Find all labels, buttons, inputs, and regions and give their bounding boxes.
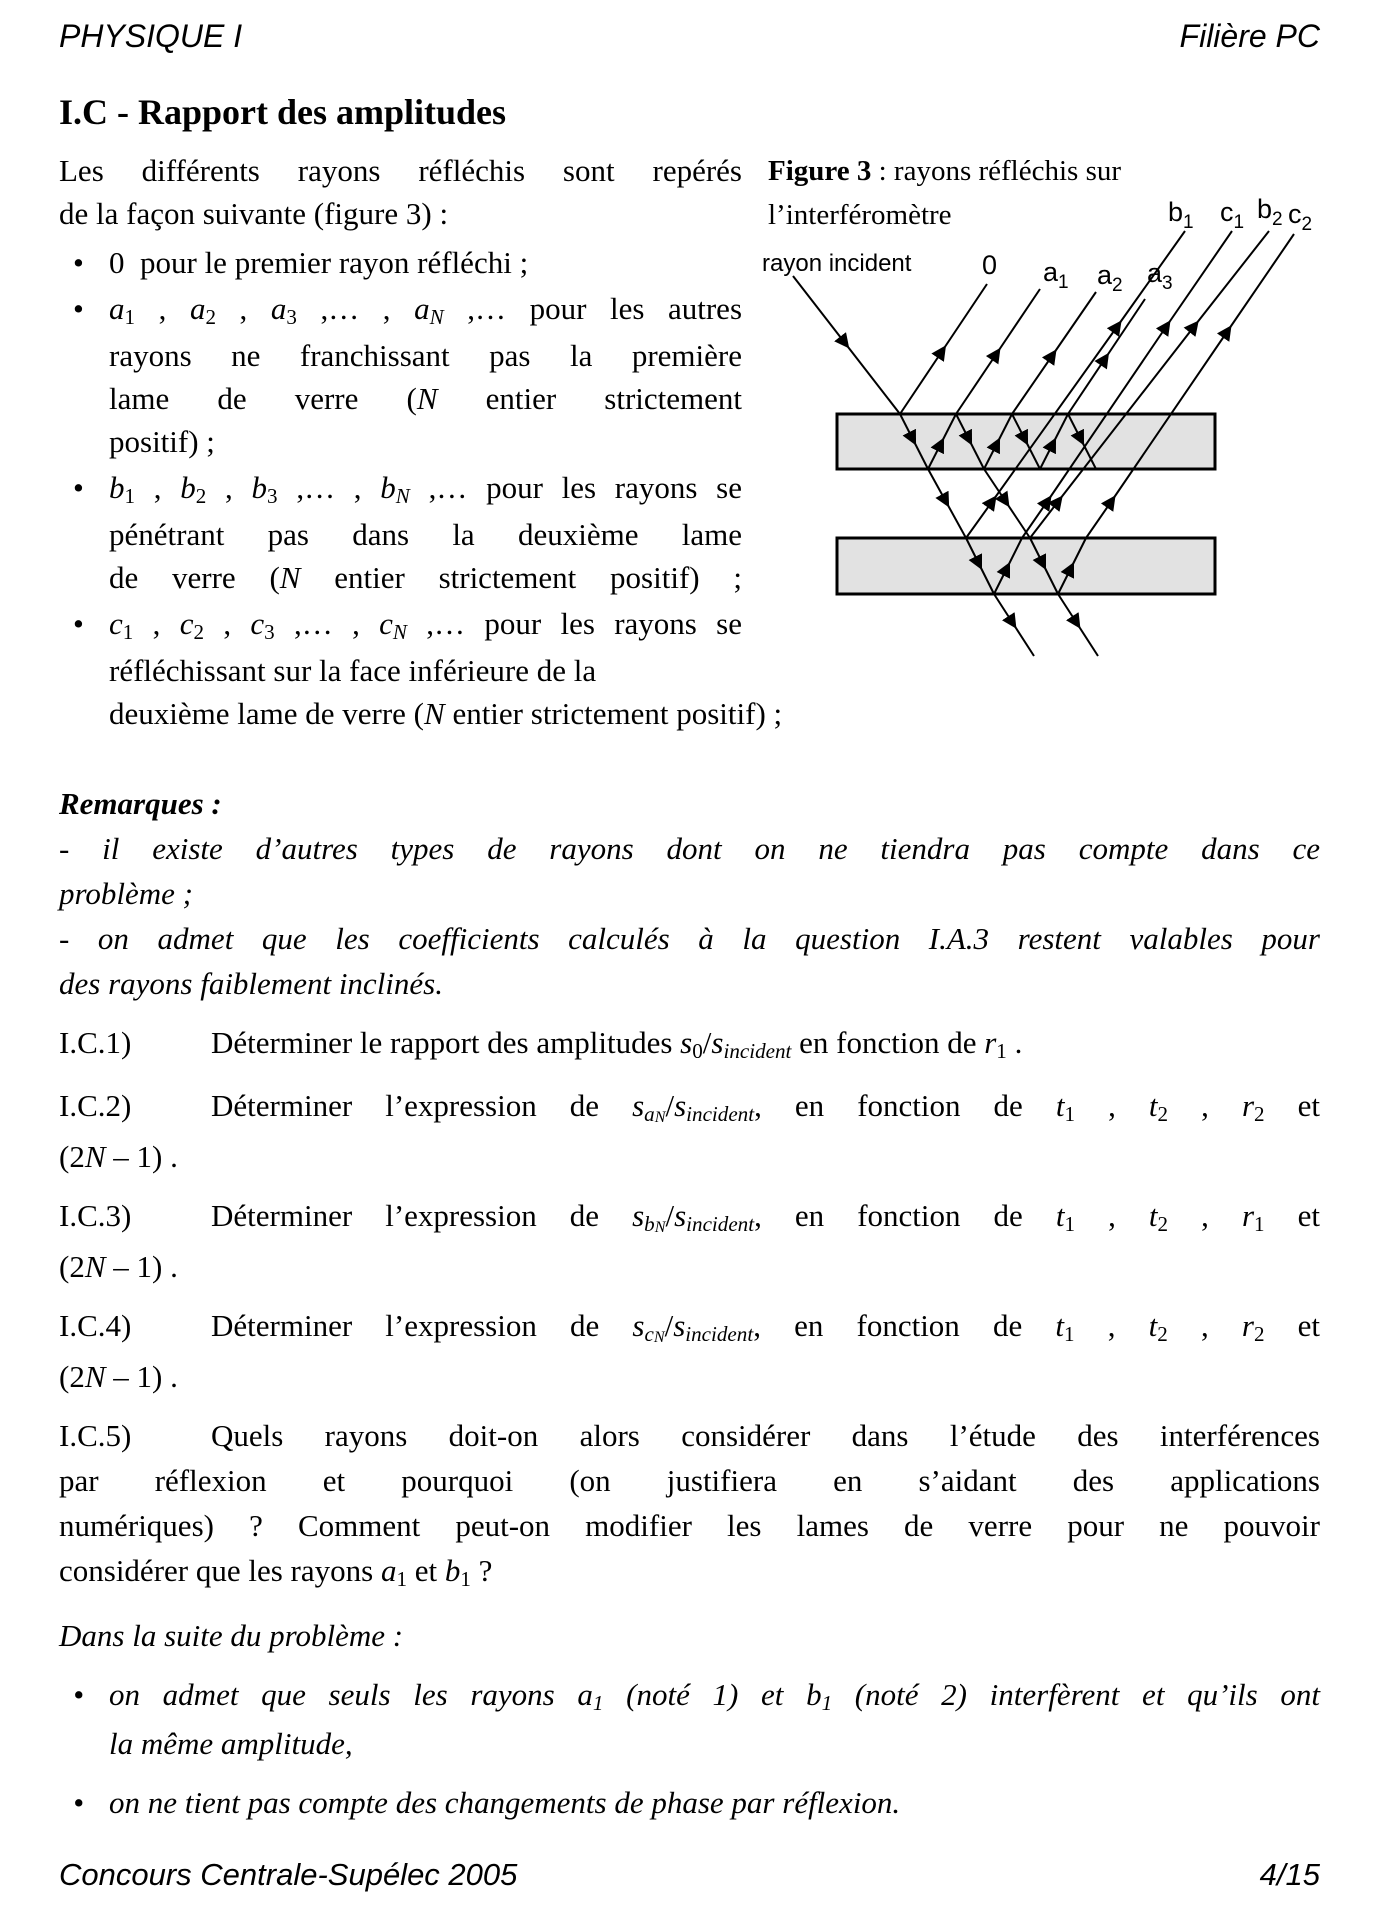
text-run: b bbox=[444, 1553, 461, 1588]
text-run: / bbox=[664, 1308, 674, 1343]
question-label: I.C.1) bbox=[59, 1025, 132, 1060]
list-item bbox=[59, 466, 1320, 599]
text-run: 2 bbox=[1157, 1101, 1169, 1126]
footer-left: Concours Centrale-Supélec 2005 bbox=[59, 1857, 518, 1892]
text-run: 1 bbox=[996, 1038, 1007, 1063]
text-run: N bbox=[395, 483, 410, 508]
text-run: c bbox=[379, 606, 393, 641]
text-run: incident bbox=[685, 1321, 754, 1346]
text-run: N bbox=[429, 304, 444, 329]
text-line bbox=[59, 1244, 1320, 1289]
text-run: N bbox=[416, 381, 438, 416]
text-run: N bbox=[654, 1219, 666, 1237]
text-run: 1 bbox=[821, 1690, 833, 1715]
list-item bbox=[59, 241, 1320, 284]
questions-section bbox=[59, 1020, 1320, 1597]
question-item bbox=[59, 1083, 1320, 1179]
text-run: pénétrant pas dans la deuxième lame bbox=[109, 517, 742, 552]
text-run: incident bbox=[686, 1211, 755, 1236]
text-run: , bbox=[215, 291, 271, 326]
text-run: s bbox=[673, 1308, 686, 1343]
text-run: a bbox=[644, 1101, 655, 1126]
suite-list bbox=[59, 1672, 1320, 1825]
figure-label-a2: $a_2$ bbox=[1097, 260, 1123, 296]
text-run: (2 bbox=[59, 1249, 85, 1284]
text-run: 2 bbox=[1254, 1101, 1265, 1126]
text-run: 0 bbox=[692, 1038, 703, 1063]
text-run: N bbox=[424, 696, 445, 731]
ray-definition-list bbox=[59, 241, 1320, 735]
text-run: s bbox=[632, 1308, 645, 1343]
text-run: 1 bbox=[396, 1566, 407, 1591]
text-line bbox=[109, 556, 1320, 599]
text-run: numériques) ? Comment peut-on modifier les lames de verre pour ne pouvoir bbox=[59, 1508, 1320, 1543]
text-run: b bbox=[380, 470, 396, 505]
list-item bbox=[59, 1780, 1320, 1825]
text-run: 0 pour le premier rayon réfléchi ; bbox=[109, 245, 529, 280]
remarques-body bbox=[59, 826, 1320, 1006]
text-run: problème ; bbox=[59, 876, 194, 911]
text-run: entier strictement positif) ; bbox=[300, 560, 742, 595]
text-line bbox=[59, 1083, 1320, 1134]
text-run: r bbox=[1241, 1198, 1255, 1233]
text-run: c bbox=[109, 606, 123, 641]
text-run: 2 bbox=[1157, 1321, 1168, 1346]
header-left: PHYSIQUE I bbox=[59, 18, 243, 54]
text-run: s bbox=[680, 1025, 693, 1060]
text-run: ,… , bbox=[296, 291, 415, 326]
text-run: , bbox=[1168, 1088, 1242, 1123]
text-run: : rayons réfléchis sur l’interféromètre bbox=[768, 155, 1122, 231]
text-line bbox=[109, 1780, 1320, 1825]
text-run: b bbox=[806, 1677, 822, 1712]
page-footer bbox=[59, 1857, 1320, 1893]
figure-label-c2: $c_2$ bbox=[1288, 199, 1313, 235]
text-run: lame de verre ( bbox=[109, 381, 417, 416]
text-run: – 1) . bbox=[105, 1139, 178, 1174]
text-run: , bbox=[1168, 1198, 1242, 1233]
text-line bbox=[109, 287, 1320, 334]
text-run: 2 bbox=[205, 304, 216, 329]
text-run: 1 bbox=[124, 304, 136, 329]
text-run: a bbox=[577, 1677, 593, 1712]
text-line bbox=[109, 1721, 1320, 1766]
text-run: s bbox=[711, 1025, 724, 1060]
text-run: , bbox=[133, 606, 180, 641]
text-run: Déterminer l’expression de bbox=[211, 1308, 633, 1343]
text-run: ,… pour les autres bbox=[443, 291, 743, 326]
text-run: t bbox=[1148, 1198, 1158, 1233]
text-run: / bbox=[665, 1088, 675, 1123]
text-run: par réflexion et pourquoi (on justifiera en s’aidant des applications bbox=[59, 1463, 1320, 1498]
text-run: s bbox=[632, 1088, 645, 1123]
text-line bbox=[109, 241, 1320, 284]
text-line bbox=[59, 826, 1320, 871]
text-run: s bbox=[674, 1088, 687, 1123]
text-run: 3 bbox=[267, 483, 278, 508]
text-run: – 1) . bbox=[105, 1359, 178, 1394]
text-line bbox=[109, 334, 1320, 377]
figure-label-0: 0 bbox=[982, 250, 998, 280]
text-run: , en fonction de bbox=[753, 1308, 1056, 1343]
figure-label-c1: $c_1$ bbox=[1220, 197, 1245, 233]
text-run: entier strictement positif) ; bbox=[444, 696, 783, 731]
text-run: 1 bbox=[1064, 1211, 1076, 1236]
text-run: - on admet que les coefficients calculés à la question I.A.3 restent valables pour bbox=[59, 921, 1320, 956]
text-line bbox=[109, 420, 1320, 463]
text-run: b bbox=[644, 1211, 655, 1236]
text-run: , bbox=[135, 470, 181, 505]
figure-label-b1: $b_1$ bbox=[1168, 197, 1194, 233]
text-run: , bbox=[1074, 1308, 1149, 1343]
text-line bbox=[109, 513, 1320, 556]
list-item bbox=[59, 287, 1320, 463]
question-label: I.C.5) bbox=[59, 1418, 132, 1453]
text-run: 1 bbox=[1254, 1211, 1265, 1236]
text-run: 1 bbox=[122, 619, 134, 644]
text-line bbox=[59, 1413, 1320, 1458]
text-run: r bbox=[984, 1025, 997, 1060]
text-run: N bbox=[84, 1359, 106, 1394]
remarques-heading: Remarques : bbox=[59, 786, 222, 821]
text-run: et bbox=[1264, 1198, 1320, 1233]
text-run: ,… pour les rayons se bbox=[409, 470, 742, 505]
text-run: 2 bbox=[195, 483, 207, 508]
text-run: t bbox=[1055, 1198, 1065, 1233]
text-line bbox=[59, 1303, 1320, 1354]
list-item bbox=[59, 1672, 1320, 1766]
text-run: , bbox=[1075, 1088, 1149, 1123]
text-run: N bbox=[653, 1329, 665, 1347]
text-run: Figure 3 bbox=[768, 155, 872, 187]
text-run: des rayons faiblement inclinés. bbox=[59, 966, 443, 1001]
text-run: t bbox=[1148, 1308, 1158, 1343]
text-run: Déterminer le rapport des amplitudes bbox=[211, 1025, 681, 1060]
question-item bbox=[59, 1413, 1320, 1597]
text-run: 2 bbox=[193, 619, 204, 644]
text-line bbox=[109, 466, 1320, 513]
text-run: b bbox=[109, 470, 125, 505]
text-line bbox=[109, 692, 1320, 735]
text-run: t bbox=[1148, 1088, 1158, 1123]
text-line bbox=[59, 961, 1320, 1006]
text-run: on ne tient pas compte des changements de phase par réflexion. bbox=[109, 1785, 901, 1820]
text-run: 1 bbox=[1064, 1321, 1075, 1346]
text-run: t bbox=[1055, 1088, 1065, 1123]
text-run: – 1) . bbox=[105, 1249, 178, 1284]
text-run: b bbox=[251, 470, 268, 505]
text-run: Les différents rayons réfléchis sont repérés bbox=[59, 153, 742, 188]
text-line bbox=[59, 1458, 1320, 1503]
text-run: ,… , bbox=[277, 470, 381, 505]
text-run: 1 bbox=[124, 483, 136, 508]
figure-label-b2: $b_2$ bbox=[1257, 194, 1283, 230]
text-run: (noté 2) interfèrent et qu’ils ont bbox=[832, 1677, 1321, 1712]
question-item bbox=[59, 1303, 1320, 1399]
text-run: (noté 1) et bbox=[603, 1677, 807, 1712]
text-run: entier strictement bbox=[437, 381, 743, 416]
text-run: N bbox=[279, 560, 301, 595]
text-run: r bbox=[1241, 1308, 1254, 1343]
text-run: réfléchissant sur la face inférieure de la bbox=[109, 653, 597, 688]
text-run: ? bbox=[470, 1553, 493, 1588]
text-run: 1 bbox=[460, 1566, 471, 1591]
question-label: I.C.2) bbox=[59, 1088, 132, 1123]
text-run: en fonction de bbox=[791, 1025, 985, 1060]
text-line bbox=[59, 1020, 1320, 1069]
text-run: 2 bbox=[1157, 1211, 1169, 1236]
text-run: 1 bbox=[592, 1690, 604, 1715]
text-line bbox=[59, 1354, 1320, 1399]
question-item bbox=[59, 1193, 1320, 1289]
footer-page-number: 4/15 bbox=[1259, 1857, 1320, 1892]
text-run: rayons ne franchissant pas la première bbox=[109, 338, 742, 373]
text-run: considérer que les rayons bbox=[59, 1553, 381, 1588]
text-run: et bbox=[1264, 1308, 1321, 1343]
text-line bbox=[109, 649, 1320, 692]
text-run: 3 bbox=[286, 304, 297, 329]
text-run: a bbox=[380, 1553, 397, 1588]
text-line bbox=[59, 1548, 1320, 1597]
text-run: , bbox=[206, 470, 252, 505]
text-run: (2 bbox=[59, 1359, 85, 1394]
text-run: positif) ; bbox=[109, 424, 215, 459]
text-line bbox=[59, 1193, 1320, 1244]
text-run: N bbox=[84, 1249, 106, 1284]
text-run: / bbox=[665, 1198, 675, 1233]
text-run: on admet que seuls les rayons bbox=[109, 1677, 578, 1712]
page-header bbox=[59, 18, 1320, 55]
question-label: I.C.4) bbox=[59, 1308, 132, 1343]
text-run: s bbox=[674, 1198, 687, 1233]
text-run: de la façon suivante (figure 3) : bbox=[59, 196, 449, 231]
figure-label-a3: $a_3$ bbox=[1147, 258, 1173, 294]
text-line bbox=[59, 871, 1320, 916]
figure-label-a1: $a_1$ bbox=[1043, 257, 1069, 293]
text-run: , en fonction de bbox=[754, 1088, 1056, 1123]
text-run: , bbox=[204, 606, 251, 641]
text-line bbox=[109, 602, 1320, 649]
text-run: , bbox=[135, 291, 190, 326]
remarques-section bbox=[59, 781, 1320, 1006]
text-run: , en fonction de bbox=[754, 1198, 1056, 1233]
text-run: Déterminer l’expression de bbox=[211, 1198, 633, 1233]
text-run: b bbox=[180, 470, 196, 505]
text-run: t bbox=[1055, 1308, 1065, 1343]
section-title: I.C - Rapport des amplitudes bbox=[59, 92, 507, 132]
text-run: 1 bbox=[1064, 1101, 1076, 1126]
text-run: c bbox=[644, 1321, 654, 1346]
suite-intro: Dans la suite du problème : bbox=[59, 1618, 404, 1653]
text-line bbox=[59, 1503, 1320, 1548]
text-run: r bbox=[1241, 1088, 1255, 1123]
list-item bbox=[59, 602, 1320, 735]
text-run: incident bbox=[723, 1038, 792, 1063]
figure-label-rayon incident: rayon incident bbox=[762, 250, 912, 277]
text-run: c bbox=[179, 606, 194, 641]
text-run: (2 bbox=[59, 1139, 85, 1174]
text-run: a bbox=[109, 291, 125, 326]
text-run: de verre ( bbox=[109, 560, 280, 595]
text-run: a bbox=[414, 291, 430, 326]
text-run: s bbox=[632, 1198, 645, 1233]
text-run: et bbox=[407, 1553, 445, 1588]
text-run: N bbox=[392, 619, 407, 644]
text-run: Quels rayons doit-on alors considérer dans l’étude des interférences bbox=[211, 1418, 1320, 1453]
text-run: 2 bbox=[1253, 1321, 1265, 1346]
text-run: , bbox=[1075, 1198, 1149, 1233]
text-line bbox=[109, 377, 1320, 420]
text-run: ,… pour les rayons se bbox=[406, 606, 742, 641]
question-item bbox=[59, 1020, 1320, 1069]
text-run: la même amplitude, bbox=[109, 1726, 353, 1761]
text-run: / bbox=[702, 1025, 712, 1060]
text-run: N bbox=[654, 1109, 666, 1127]
question-label: I.C.3) bbox=[59, 1198, 132, 1233]
text-run: Déterminer l’expression de bbox=[211, 1088, 633, 1123]
text-run: et bbox=[1264, 1088, 1320, 1123]
text-run: a bbox=[189, 291, 206, 326]
text-run: c bbox=[250, 606, 265, 641]
text-run: deuxième lame de verre ( bbox=[109, 696, 424, 731]
text-run: ,… , bbox=[274, 606, 380, 641]
text-line bbox=[109, 1672, 1320, 1721]
text-run: 3 bbox=[264, 619, 275, 644]
main-two-column bbox=[59, 149, 1320, 1825]
text-run: a bbox=[270, 291, 287, 326]
header-right: Filière PC bbox=[1179, 18, 1320, 54]
text-run: . bbox=[1006, 1025, 1023, 1060]
text-line bbox=[59, 1134, 1320, 1179]
text-run: N bbox=[84, 1139, 106, 1174]
text-line bbox=[59, 916, 1320, 961]
text-run: incident bbox=[686, 1101, 755, 1126]
text-run: - il existe d’autres types de rayons dont on ne tiendra pas compte dans ce bbox=[59, 831, 1320, 866]
text-run: , bbox=[1167, 1308, 1242, 1343]
